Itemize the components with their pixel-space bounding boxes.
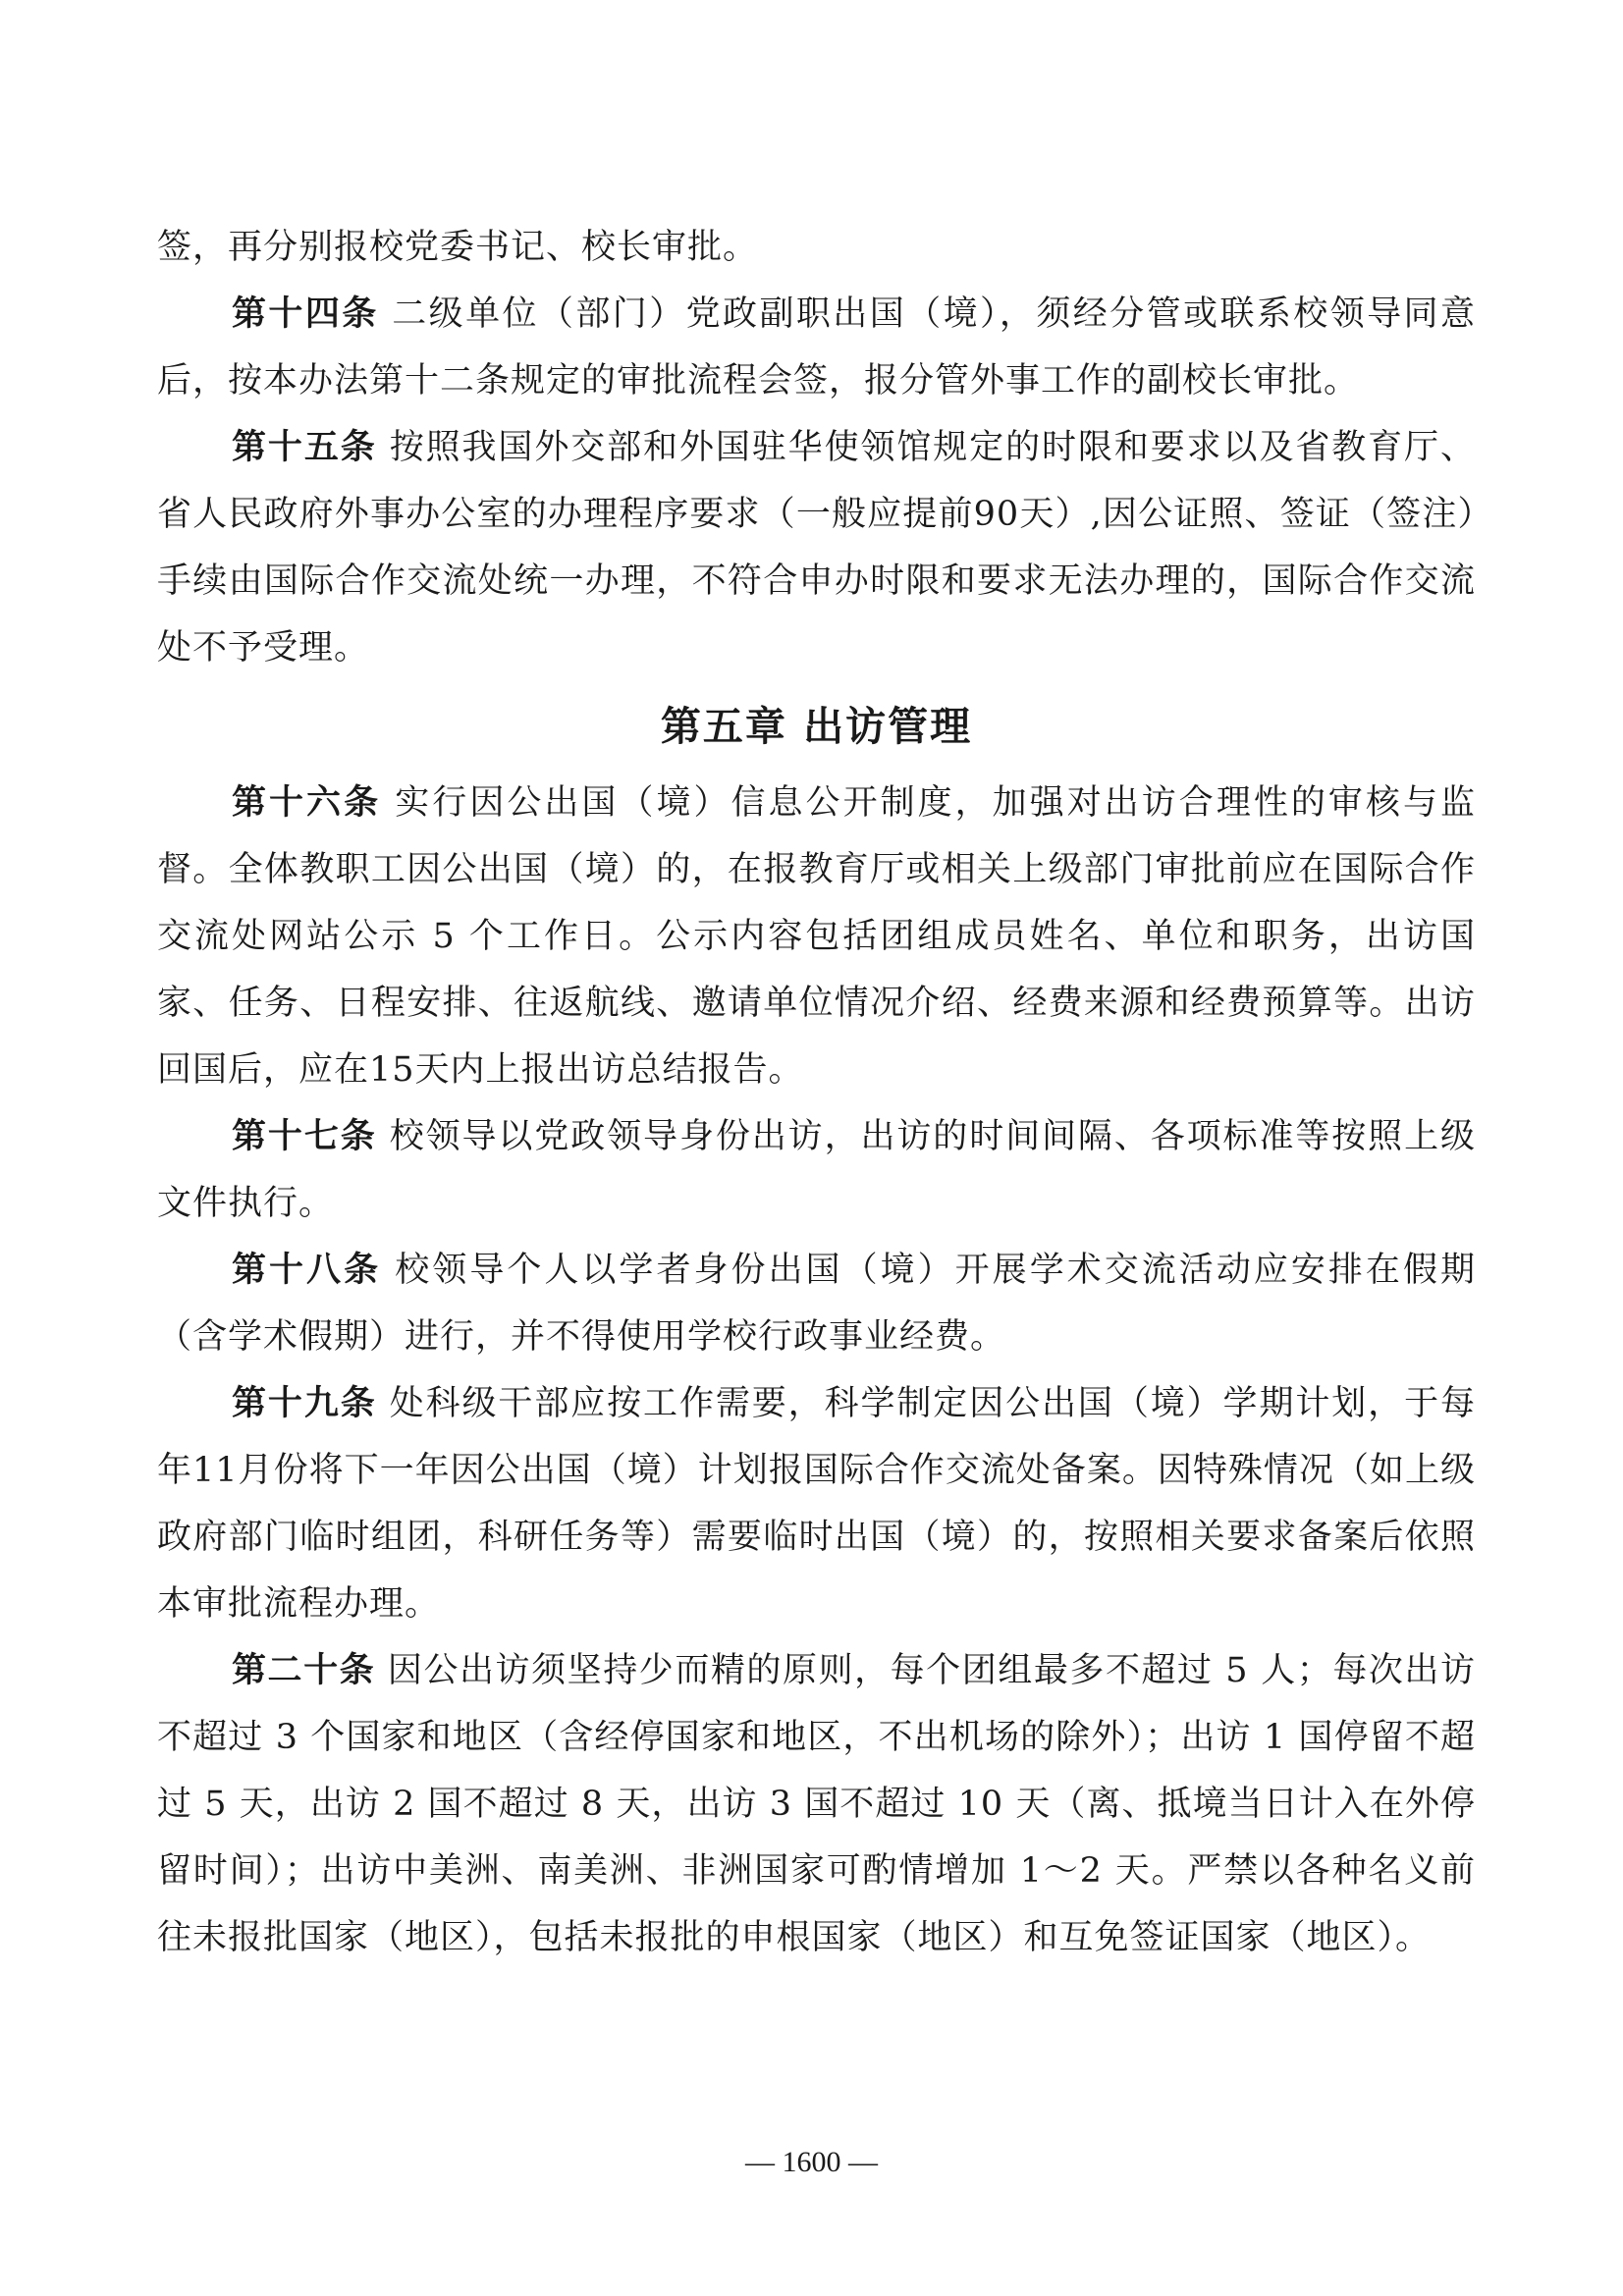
article-text: 因公出访须坚持少而精的原则，每个团组最多不超过 5 人；每次出访不超过 3 个国家和地区（含经停国家和地区，不出机场的除外）；出访 1 国停留不超过 5 天，出访 2 国不超过 8 天，出访 3 国不超过 10 天（离、抵境当日计入在外停留时间）；出访中美洲、南美洲、非洲国家可酌情增加 1～2 天。严禁以各种名义前往未报批国家（地区），包括未报批的申根国家（地区）和互免签证国家（地区）。: [157, 1651, 1476, 1957]
article-heading: 第十七条: [232, 1117, 377, 1156]
article-heading: 第十五条: [232, 428, 377, 467]
article-heading: 第二十条: [232, 1651, 376, 1690]
article-heading: 第十四条: [232, 294, 379, 334]
article-17: [157, 1103, 1476, 1237]
article-heading: 第十六条: [232, 783, 382, 823]
article-heading: 第十九条: [232, 1384, 377, 1423]
article-14: [157, 281, 1476, 414]
article-19: [157, 1370, 1476, 1637]
document-body: [157, 214, 1476, 1971]
paragraph-continuation: [157, 214, 1476, 281]
article-20: [157, 1637, 1476, 1971]
page-number: — 1600 —: [745, 2146, 878, 2178]
article-text: 实行因公出国（境）信息公开制度，加强对出访合理性的审核与监督。全体教职工因公出国（境）的，在报教育厅或相关上级部门审批前应在国际合作交流处网站公示 5 个工作日。公示内容包括团组成员姓名、单位和职务，出访国家、任务、日程安排、往返航线、邀请单位情况介绍、经费来源和经费预算等。出访回国后，应在15天内上报出访总结报告。: [157, 783, 1476, 1090]
paragraph-text: 签，再分别报校党委书记、校长审批。: [157, 228, 759, 267]
chapter-title: 第五章 出访管理: [660, 703, 973, 750]
article-text: 按照我国外交部和外国驻华使领馆规定的时限和要求以及省教育厅、省人民政府外事办公室的办理程序要求（一般应提前90天）,因公证照、签证（签注）手续由国际合作交流处统一办理，不符合申办时限和要求无法办理的，国际合作交流处不予受理。: [157, 428, 1476, 667]
article-text: 校领导以党政领导身份出访，出访的时间间隔、各项标准等按照上级文件执行。: [157, 1117, 1476, 1223]
article-text: 处科级干部应按工作需要，科学制定因公出国（境）学期计划，于每年11月份将下一年因公出国（境）计划报国际合作交流处备案。因特殊情况（如上级政府部门临时组团，科研任务等）需要临时出国（境）的，按照相关要求备案后依照本审批流程办理。: [157, 1384, 1476, 1624]
article-heading: 第十八条: [232, 1251, 382, 1290]
article-15: [157, 414, 1476, 681]
article-text: 校领导个人以学者身份出国（境）开展学术交流活动应安排在假期（含学术假期）进行，并不得使用学校行政事业经费。: [157, 1251, 1476, 1357]
article-18: [157, 1237, 1476, 1370]
article-text: 二级单位（部门）党政副职出国（境），须经分管或联系校领导同意后，按本办法第十二条规定的审批流程会签，报分管外事工作的副校长审批。: [157, 294, 1476, 400]
article-16: [157, 770, 1476, 1103]
